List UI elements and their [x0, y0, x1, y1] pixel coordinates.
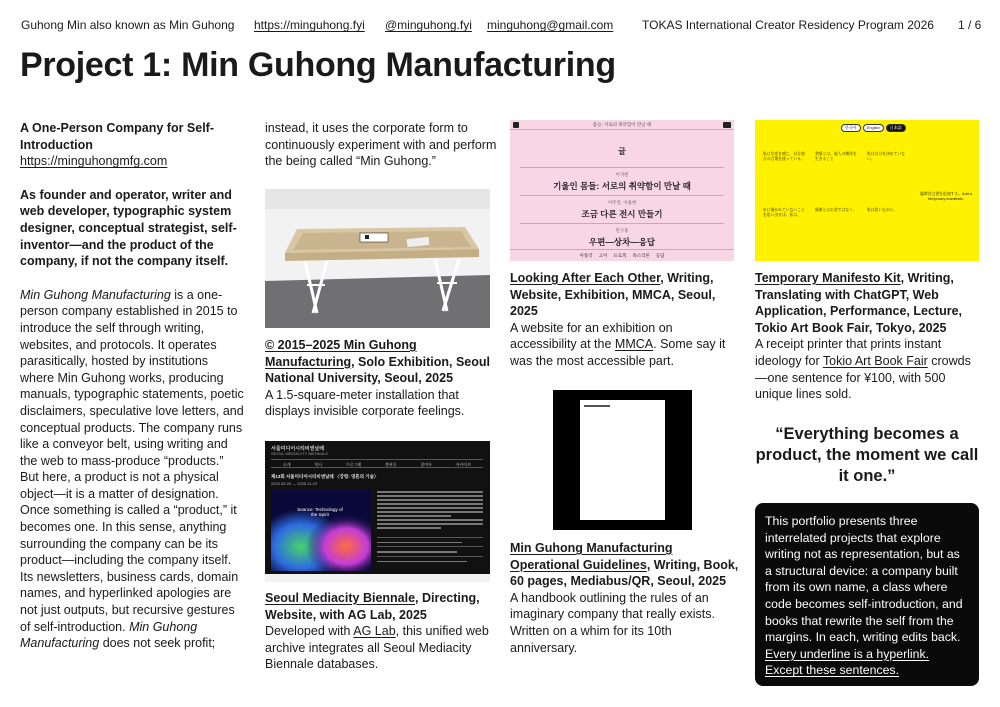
solo-exhibition-desc: A 1.5-square-meter installation that displays invisible corporate feelings. — [265, 387, 465, 419]
top-bar — [21, 18, 981, 36]
mmca-title-3: 우편—상차—응답 — [588, 237, 656, 247]
manifesto-kit-screenshot — [755, 120, 979, 261]
body-continuation: instead, it uses the corporate form to continuously experiment with and perform the being called “Min Guhong.” — [265, 121, 497, 169]
manifesto-kit-link[interactable]: Temporary Manifesto Kit — [755, 271, 901, 285]
mmca-website-screenshot — [510, 120, 734, 261]
mmca-title-2: 조금 다른 전시 만들기 — [581, 209, 663, 219]
mmca-tab: 고어 — [598, 253, 608, 258]
manifesto-desc-post: crowds—one sentence for ¥100, with 500 unique lines sold. — [755, 353, 971, 402]
biennale-website-screenshot — [265, 441, 490, 582]
ag-lab-link[interactable]: AG Lab — [353, 624, 396, 639]
mmca-tab: 프로젝 — [613, 253, 627, 258]
body-text-2: does not seek profit; — [99, 636, 216, 651]
looking-after-desc-pre: A website for an exhibition on accessibility at the — [510, 320, 673, 352]
guidelines-desc: A handbook outlining the rules of an imaginary company that really exists. Written on a whim for its 10th anniversary. — [510, 590, 715, 655]
guidelines-link[interactable]: Min Guhong Manufacturing Operational Guidelines — [510, 541, 673, 572]
page-title: Project 1: Min Guhong Manufacturing — [20, 46, 616, 84]
body-text-1: is a one-person company established in 2015 to introduce the self through writing, websites, and protocols. It operates parasitically, hosted by institutions where Min Guhong works, producing manuals, typographic statements, poetic disclaimers, speculative love letters, and conceptual products. The company runs like a conveyor belt, using writing and the web to mass-produce “products.” But here, a product is not a physical object—it is a matter of designation. Once something is called a “product,” it becomes one. In this sense, anything surrounding the company can be its product—including the company itself. Its newsletters, business cards, domain names, and hyperlinked apologies are not just outputs, but recursive gestures of self-introduction. — [20, 287, 244, 634]
manifesto-language-buttons — [841, 124, 906, 132]
biennale-text-block — [377, 491, 483, 565]
portfolio-statement: This portfolio presents three interrelated projects that explore writing not as representation, but as a structural device: a company built from its own name, a class where code becomes self-introduction, and books that rewrite the self from the margins. In each, writing edits back. — [765, 514, 963, 645]
biennale-nav-item: 소개 — [282, 462, 291, 467]
author-name: Guhong Min also known as Min Guhong — [21, 18, 235, 32]
biennale-sub: SEOUL MEDIACITY BIENNALE — [271, 451, 329, 456]
mmca-tabs — [510, 249, 734, 261]
biennale-meta: , Directing, Website, with AG Lab, 2025 — [265, 591, 480, 622]
underline-note: Every underline is a hyperlink. Except these sentences. — [765, 646, 930, 678]
work-looking-after — [510, 270, 742, 370]
manifesto-line: 私は生産を感じ、自分独自の言葉を使っている。 — [763, 152, 805, 161]
biennale-desc-post: , this unified web archive integrates all Seoul Mediacity Biennale databases. — [265, 624, 489, 672]
company-url-link[interactable]: https://minguhongmfg.com — [20, 154, 168, 169]
mmca-credit-2: 이주연, 이용현 — [607, 200, 637, 205]
biennale-nav — [271, 459, 483, 468]
biennale-dates: 2025.08.26 — 2025.11.23 — [271, 481, 317, 486]
subtitle: A One-Person Company for Self-Introduction — [20, 121, 215, 152]
guidelines-meta: , Writing, Book, 60 pages, Mediabus/QR, Seoul, 2025 — [510, 557, 739, 589]
biennale-link[interactable]: Seoul Mediacity Biennale — [265, 591, 416, 605]
biennale-nav-item: 역사 — [314, 462, 323, 467]
manifesto-add-note: 臨時宣言書を追加する。Add a temporary manifesto. — [920, 192, 972, 201]
lead-paragraph: As founder and operator, writer and web developer, typographic system designer, conceptual strategist, self-inventor—and the product of the company, if not the company itself. — [20, 187, 237, 269]
biennale-header: 서울미디어시티비엔날레 — [271, 446, 325, 452]
manifesto-line: 私は思いながら、 — [867, 208, 898, 212]
biennale-desc-pre: Developed with — [265, 624, 354, 639]
mmca-section: 글 — [618, 147, 626, 156]
portfolio-statement-box — [755, 503, 979, 686]
biennale-nav-item: 참여자 — [420, 462, 432, 467]
work-guidelines — [510, 540, 742, 656]
column-intro — [20, 120, 245, 652]
manifesto-kit-meta: , Writing, Translating with ChatGPT, Web Application, Performance, Lecture, Tokio Art Book Fair, Tokyo, 2025 — [755, 271, 962, 335]
mmca-credit-1: 이지원 — [615, 172, 629, 177]
biennale-poster-text: Seance: Technology of the Spirit — [297, 507, 343, 517]
mmca-tab: 응답 — [655, 253, 665, 258]
website-link[interactable]: https://minguhong.fyi — [254, 18, 365, 32]
biennale-poster-graphic — [271, 489, 371, 571]
company-name-italic-2: Min Guhong Manufacturing — [20, 619, 198, 651]
biennale-caption: 제13회 서울미디어시티비엔날레 〈강령: 영혼의 기술〉 — [271, 474, 379, 479]
lang-button-ja: 日本語 — [886, 124, 906, 132]
body-paragraph — [20, 287, 245, 652]
looking-after-desc-post: . Some say it was the most accessible part. — [510, 337, 726, 368]
handle-link[interactable]: @minguhong.fyi — [385, 18, 472, 32]
column-two-text — [265, 120, 497, 170]
biennale-nav-item: 프로그램 — [345, 462, 362, 467]
company-name-italic: Min Guhong Manufacturing — [20, 287, 171, 302]
biennale-nav-item: 아카이브 — [455, 462, 472, 467]
mmca-tab: 목소리론 — [632, 253, 650, 258]
mmca-tab: 아틀러 — [579, 253, 593, 258]
art-book-fair-link[interactable]: Tokio Art Book Fair — [822, 353, 928, 368]
solo-exhibition-link[interactable]: © 2015–2025 Min Guhong Manufacturing — [265, 338, 417, 369]
mmca-link[interactable]: MMCA — [614, 337, 654, 352]
book-page — [580, 400, 665, 520]
program-name: TOKAS International Creator Residency Program 2026 — [642, 18, 934, 32]
pull-quote: “Everything becomes a product, the moment we call it one.” — [755, 425, 979, 485]
manifesto-desc-pre: A receipt printer that prints instant ideology for — [755, 337, 942, 368]
work-manifesto-kit — [755, 270, 981, 403]
solo-exhibition-meta: , Solo Exhibition, Seoul National University, Seoul, 2025 — [265, 354, 491, 386]
manifesto-line: 我慢とは、他人の期待を生きること — [815, 152, 857, 161]
work-biennale — [265, 590, 497, 673]
manifesto-line: 価値とはお金ではなく、 — [815, 208, 857, 212]
mmca-credit-3: 민구홍 — [615, 228, 629, 233]
desk-installation-image — [265, 189, 490, 328]
manifesto-line: 紅に描かれていないことを思い出せば、私は、 — [763, 208, 805, 217]
page-number: 1 / 6 — [958, 18, 982, 32]
guidelines-book-image — [553, 390, 692, 530]
installation-photo — [265, 189, 490, 328]
work-solo-exhibition — [265, 337, 497, 420]
biennale-nav-item: 출판물 — [385, 462, 397, 467]
looking-after-link[interactable]: Looking After Each Other — [510, 271, 661, 285]
mmca-top: 몸들: 서로의 취약함이 만날 때 — [592, 122, 652, 127]
email-link[interactable]: minguhong@gmail.com — [487, 18, 614, 32]
lang-button-ko: 한국어 — [841, 124, 861, 132]
mmca-title-1: 기울인 몸들: 서로의 취약함이 만날 때 — [553, 181, 691, 191]
looking-after-meta: , Writing, Website, Exhibition, MMCA, Seoul, 2025 — [510, 271, 716, 319]
lang-button-en: English — [863, 124, 884, 132]
manifesto-line: 私は自分を決めていない。 — [867, 152, 905, 161]
